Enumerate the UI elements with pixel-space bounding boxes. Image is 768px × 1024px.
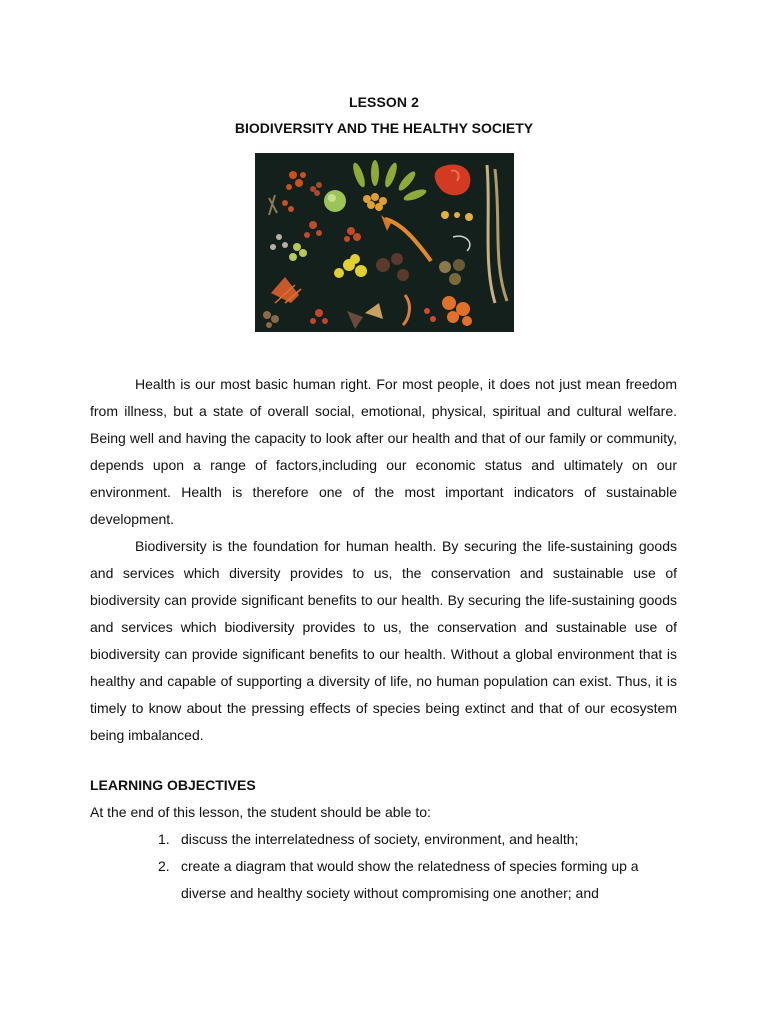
objectives-list: [158, 826, 678, 907]
objectives-intro: At the end of this lesson, the student should be able to:: [90, 804, 431, 820]
list-item-number: 1.: [158, 831, 170, 847]
biodiversity-paragraph: Biodiversity is the foundation for human health. By securing the life-sustaining goods and services which diversity provides to us, the conservation and sustainable use of biodiversity can provide significant benefits to our health. By securing the life-sustaining goods and services which biodiversity provides to us, the conservation and sustainable use of biodiversity can provide significant benefits to our health. Without a global environment that is healthy and capable of supporting a diversity of life, no human population can exist. Thus, it is timely to know about the pressing effects of species being extinct and that of our ecosystem being imbalanced.: [90, 538, 677, 743]
learning-objectives-heading: LEARNING OBJECTIVES: [90, 777, 256, 793]
list-item: [158, 853, 678, 907]
list-item-number: 2.: [158, 858, 170, 874]
seeds-and-fruits-photo: [255, 153, 514, 332]
lesson-label: LESSON 2: [348, 94, 420, 110]
body-text: [90, 371, 677, 749]
list-item-text: discuss the interrelatedness of society, environment, and health;: [181, 831, 579, 847]
list-item: [158, 826, 678, 853]
intro-paragraph: Health is our most basic human right. For most people, it does not just mean freedom from illness, but a state of overall social, emotional, physical, spiritual and cultural welfare. Being well and having the capacity to look after our health and that of our family or community, depends upon a range of factors,including our economic status and ultimately on our environment. Health is therefore one of the most important indicators of sustainable development.: [90, 376, 677, 527]
lesson-title: BIODIVERSITY AND THE HEALTHY SOCIETY: [234, 120, 534, 136]
list-item-text: create a diagram that would show the relatedness of species forming up a diverse and healthy society without compromising one another; and: [181, 858, 639, 901]
